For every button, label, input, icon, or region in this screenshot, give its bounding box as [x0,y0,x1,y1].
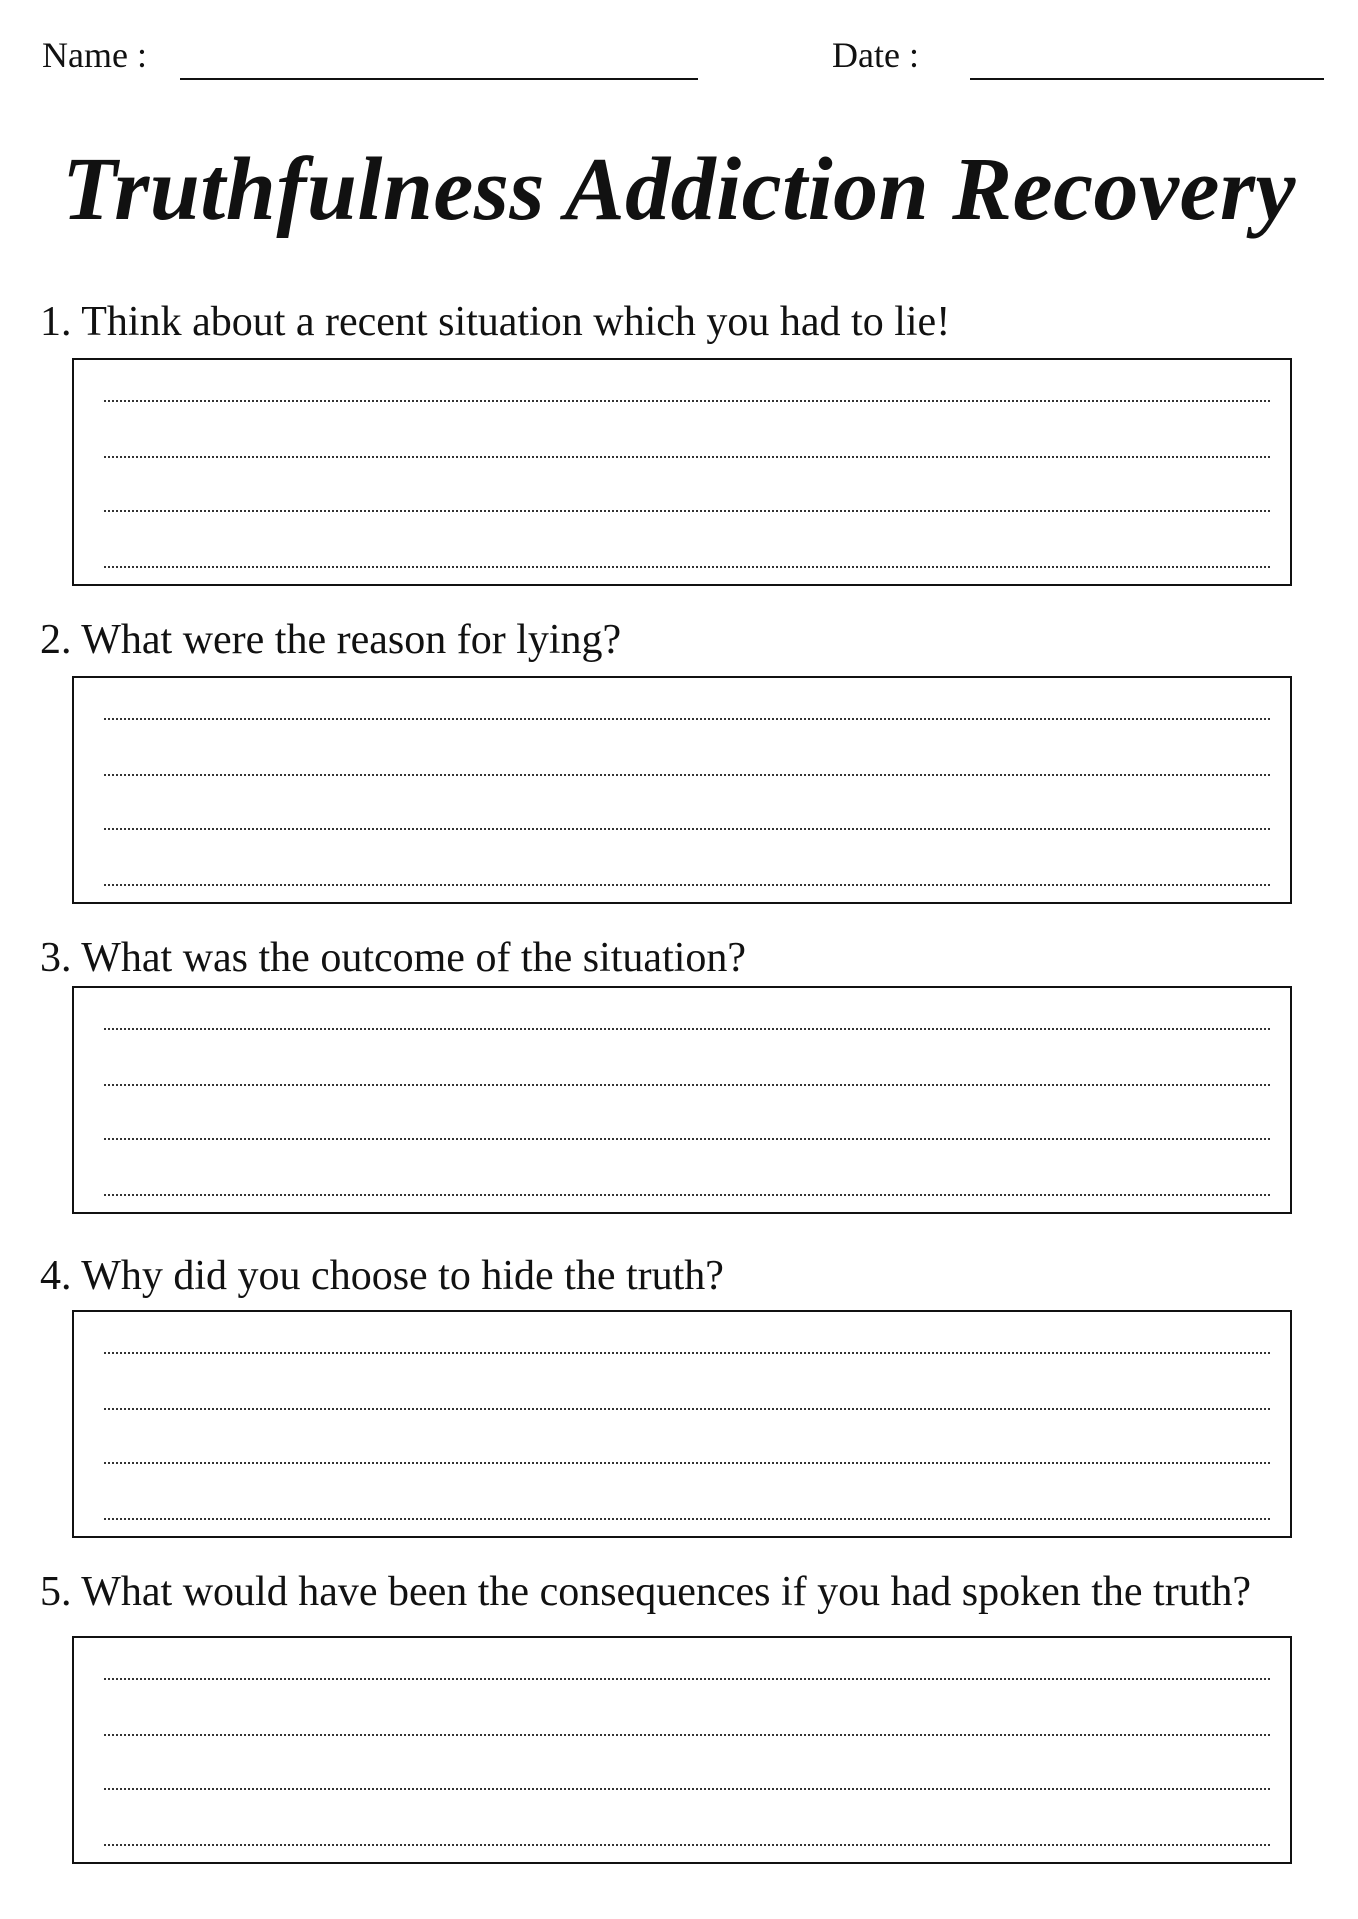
answer-line[interactable] [104,1194,1270,1196]
question-4: 4. Why did you choose to hide the truth? [40,1253,724,1299]
answer-line[interactable] [104,1462,1270,1464]
question-3: 3. What was the outcome of the situation? [40,935,747,981]
header-row [0,30,1358,90]
answer-line[interactable] [104,1844,1270,1846]
answer-line[interactable] [104,1518,1270,1520]
answer-line[interactable] [104,1084,1270,1086]
answer-line[interactable] [104,1138,1270,1140]
answer-line[interactable] [104,1408,1270,1410]
answer-line[interactable] [104,456,1270,458]
answer-line[interactable] [104,1028,1270,1030]
answer-line[interactable] [104,828,1270,830]
answer-box-2[interactable] [72,676,1292,904]
date-field[interactable] [970,78,1324,80]
answer-box-4[interactable] [72,1310,1292,1538]
answer-line[interactable] [104,1352,1270,1354]
question-2: 2. What were the reason for lying? [40,617,622,663]
answer-line[interactable] [104,774,1270,776]
page-title: Truthfulness Addiction Recovery [62,140,1296,239]
date-label: Date : [832,35,919,75]
answer-line[interactable] [104,400,1270,402]
answer-line[interactable] [104,510,1270,512]
name-field[interactable] [180,78,698,80]
name-label: Name : [42,35,147,75]
answer-line[interactable] [104,884,1270,886]
question-1: 1. Think about a recent situation which you had to lie! [40,299,951,345]
answer-line[interactable] [104,566,1270,568]
answer-box-5[interactable] [72,1636,1292,1864]
answer-line[interactable] [104,1734,1270,1736]
answer-box-1[interactable] [72,358,1292,586]
answer-line[interactable] [104,718,1270,720]
answer-line[interactable] [104,1788,1270,1790]
answer-box-3[interactable] [72,986,1292,1214]
question-5: 5. What would have been the consequences if you had spoken the truth? [40,1569,1252,1615]
answer-line[interactable] [104,1678,1270,1680]
